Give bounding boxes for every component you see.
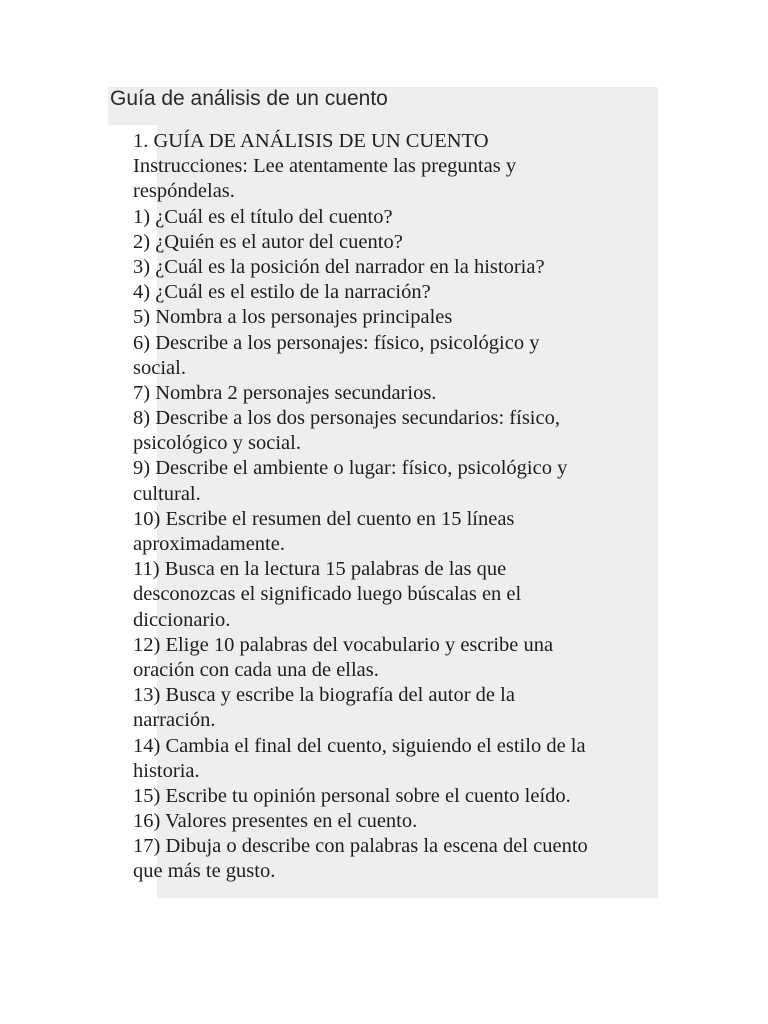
question-line: 5) Nombra a los personajes principales bbox=[133, 306, 453, 329]
page-title: Guía de análisis de un cuento bbox=[110, 87, 388, 110]
question-line: cultural. bbox=[133, 482, 201, 505]
question-line: diccionario. bbox=[133, 608, 231, 631]
question-line: 15) Escribe tu opinión personal sobre el cuento leído. bbox=[133, 784, 571, 807]
question-line: 1) ¿Cuál es el título del cuento? bbox=[133, 205, 393, 228]
question-line: 3) ¿Cuál es la posición del narrador en la historia? bbox=[133, 255, 545, 278]
question-line: 10) Escribe el resumen del cuento en 15 líneas bbox=[133, 507, 515, 530]
heading-line: 1. GUÍA DE ANÁLISIS DE UN CUENTO bbox=[133, 130, 489, 152]
question-line: 14) Cambia el final del cuento, siguiendo el estilo de la bbox=[133, 734, 586, 757]
question-line: 4) ¿Cuál es el estilo de la narración? bbox=[133, 281, 431, 304]
question-line: 11) Busca en la lectura 15 palabras de las que bbox=[133, 558, 507, 581]
question-line: 7) Nombra 2 personajes secundarios. bbox=[133, 381, 437, 404]
question-line: 13) Busca y escribe la biografía del autor de la bbox=[133, 684, 515, 707]
question-line: 17) Dibuja o describe con palabras la escena del cuento bbox=[133, 835, 588, 858]
question-line: 6) Describe a los personajes: físico, psicológico y bbox=[133, 331, 540, 354]
question-line: psicológico y social. bbox=[133, 432, 301, 455]
question-line: narración. bbox=[133, 709, 216, 732]
question-line: oración con cada una de ellas. bbox=[133, 658, 379, 681]
question-line: 16) Valores presentes en el cuento. bbox=[133, 810, 418, 833]
question-line: que más te gusto. bbox=[133, 860, 276, 883]
question-line: historia. bbox=[133, 759, 200, 782]
document-body bbox=[133, 129, 658, 885]
question-line: 12) Elige 10 palabras del vocabulario y escribe una bbox=[133, 633, 554, 656]
question-line: 2) ¿Quién es el autor del cuento? bbox=[133, 230, 403, 253]
question-line: aproximadamente. bbox=[133, 533, 285, 555]
instructions-line: Instrucciones: Lee atentamente las preguntas y bbox=[133, 155, 517, 178]
instructions-line: respóndelas. bbox=[133, 180, 235, 203]
question-line: social. bbox=[133, 356, 186, 379]
question-line: 8) Describe a los dos personajes secundarios: físico, bbox=[133, 407, 560, 430]
question-line: 9) Describe el ambiente o lugar: físico, psicológico y bbox=[133, 457, 568, 480]
question-line: desconozcas el significado luego búscalas en el bbox=[133, 583, 522, 606]
